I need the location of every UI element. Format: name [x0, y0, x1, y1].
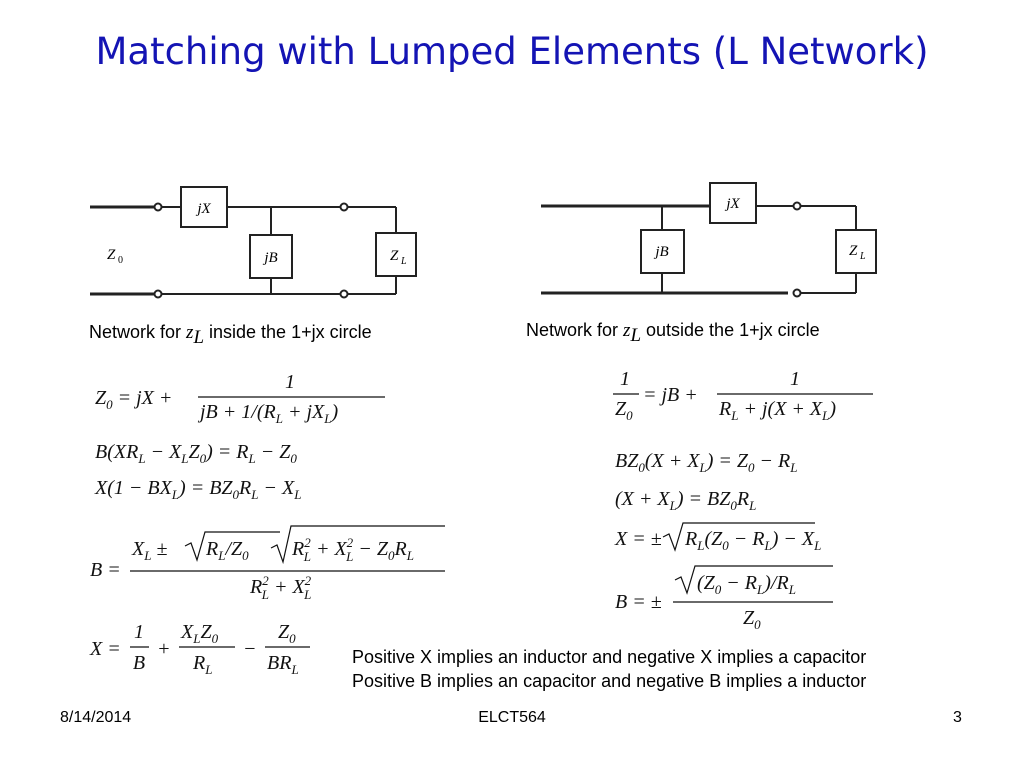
left-equations — [85, 368, 450, 683]
svg-text:−: − — [243, 638, 257, 660]
svg-text:Z0: $Z_0$ — [278, 621, 296, 646]
svg-text:RL + j(X + XL): $R_L + j(X + X_L)$ — [719, 398, 837, 423]
left-load-label: Z — [390, 248, 399, 264]
svg-text:1: 1 — [134, 621, 144, 643]
left-series-label: jX — [197, 201, 211, 217]
right-equations — [605, 365, 890, 635]
left-circuit-diagram — [85, 180, 430, 305]
note-line-1: Positive X implies an inductor and negative X implies a capacitor — [352, 647, 867, 667]
svg-text:RL(Z0 − RL) − XL: $R_L(Z_0 - R_L) - X_L$ — [685, 528, 822, 553]
svg-text:(X + XL) = BZ0RL: $(X + X_L) = BZ_0R_L$ — [615, 488, 757, 513]
svg-text:BRL: $BR_L$ — [267, 652, 299, 677]
svg-text:X =: X = — [90, 638, 121, 660]
svg-text:XLZ0: $X_LZ_0$ — [181, 621, 219, 646]
svg-text:XL ±: $X_L$ ± — [132, 538, 168, 563]
right-load-label: Z — [849, 243, 858, 259]
right-shunt-label: jB — [655, 244, 669, 260]
component-notes — [352, 645, 866, 693]
right-series-label: jX — [726, 196, 740, 212]
svg-text:L: L — [860, 251, 866, 262]
svg-text:1: 1 — [790, 368, 800, 390]
svg-text:B: B — [132, 652, 146, 674]
svg-text:Z0 = jX +: $Z_0$ = jX + — [95, 387, 173, 412]
footer-course: ELCT564 — [478, 709, 546, 726]
right-network-caption: Network for $z_L$ outside the 1+jx circle — [526, 320, 820, 346]
svg-text:Z0: $Z_0$ — [615, 398, 633, 423]
svg-text:X(1 − BXL) = BZ0RL − XL: $X(1 - BX_L) = BZ_0R_L - X_L$ — [95, 477, 302, 502]
svg-text:B =: B = — [90, 559, 121, 581]
svg-text:BZ0(X + XL) = Z0 − RL: $BZ_0(X + X_L) = Z_0 - R_L$ — [615, 450, 798, 475]
svg-text:R2L + X2L − Z0RL: $R^2$ $L + X^2$ $L - Z_0R_L$ — [292, 535, 414, 564]
svg-text:0: 0 — [118, 255, 123, 266]
svg-text:B(XRL − XLZ0) = RL − Z0: $B(XR_L - X_LZ_0) = R_L - Z_0$ — [95, 441, 297, 466]
slide-title: Matching with Lumped Elements (L Network) — [95, 30, 929, 73]
left-network-caption: Network for $z_L$ inside the 1+jx circle — [89, 322, 372, 348]
svg-text:1: 1 — [620, 368, 630, 390]
svg-text:B = ±: B = ± — [615, 591, 662, 613]
svg-text:(Z0 − RL)/RL: $(Z_0 - R_L)/R_L$ — [697, 572, 796, 597]
footer-date: 8/14/2014 — [60, 709, 132, 726]
svg-text:jB + 1/(RL + jXL): jB + $1/(R_L + jX_L)$ — [200, 401, 339, 426]
svg-text:RL/Z0: $R_L/Z_0$ — [206, 538, 249, 563]
svg-text:R2L + X2L: $R^2$ $L + X^2$ L — [250, 573, 312, 602]
svg-text:Z0: $Z_0$ — [743, 607, 761, 632]
svg-text:X = ±: X = ± — [615, 528, 662, 550]
svg-text:+: + — [157, 638, 171, 660]
left-shunt-label: jB — [264, 250, 278, 266]
svg-text:RL: $R_L$ — [193, 652, 213, 677]
footer-page-number: 3 — [953, 709, 962, 726]
left-source-label: Z — [107, 247, 116, 263]
svg-text:1: 1 — [285, 371, 295, 393]
note-line-2: Positive B implies an capacitor and negative B implies a inductor — [352, 671, 867, 691]
svg-text:L: L — [401, 256, 407, 267]
right-circuit-diagram — [538, 175, 883, 300]
svg-text:= jB +: = jB + — [643, 384, 698, 406]
